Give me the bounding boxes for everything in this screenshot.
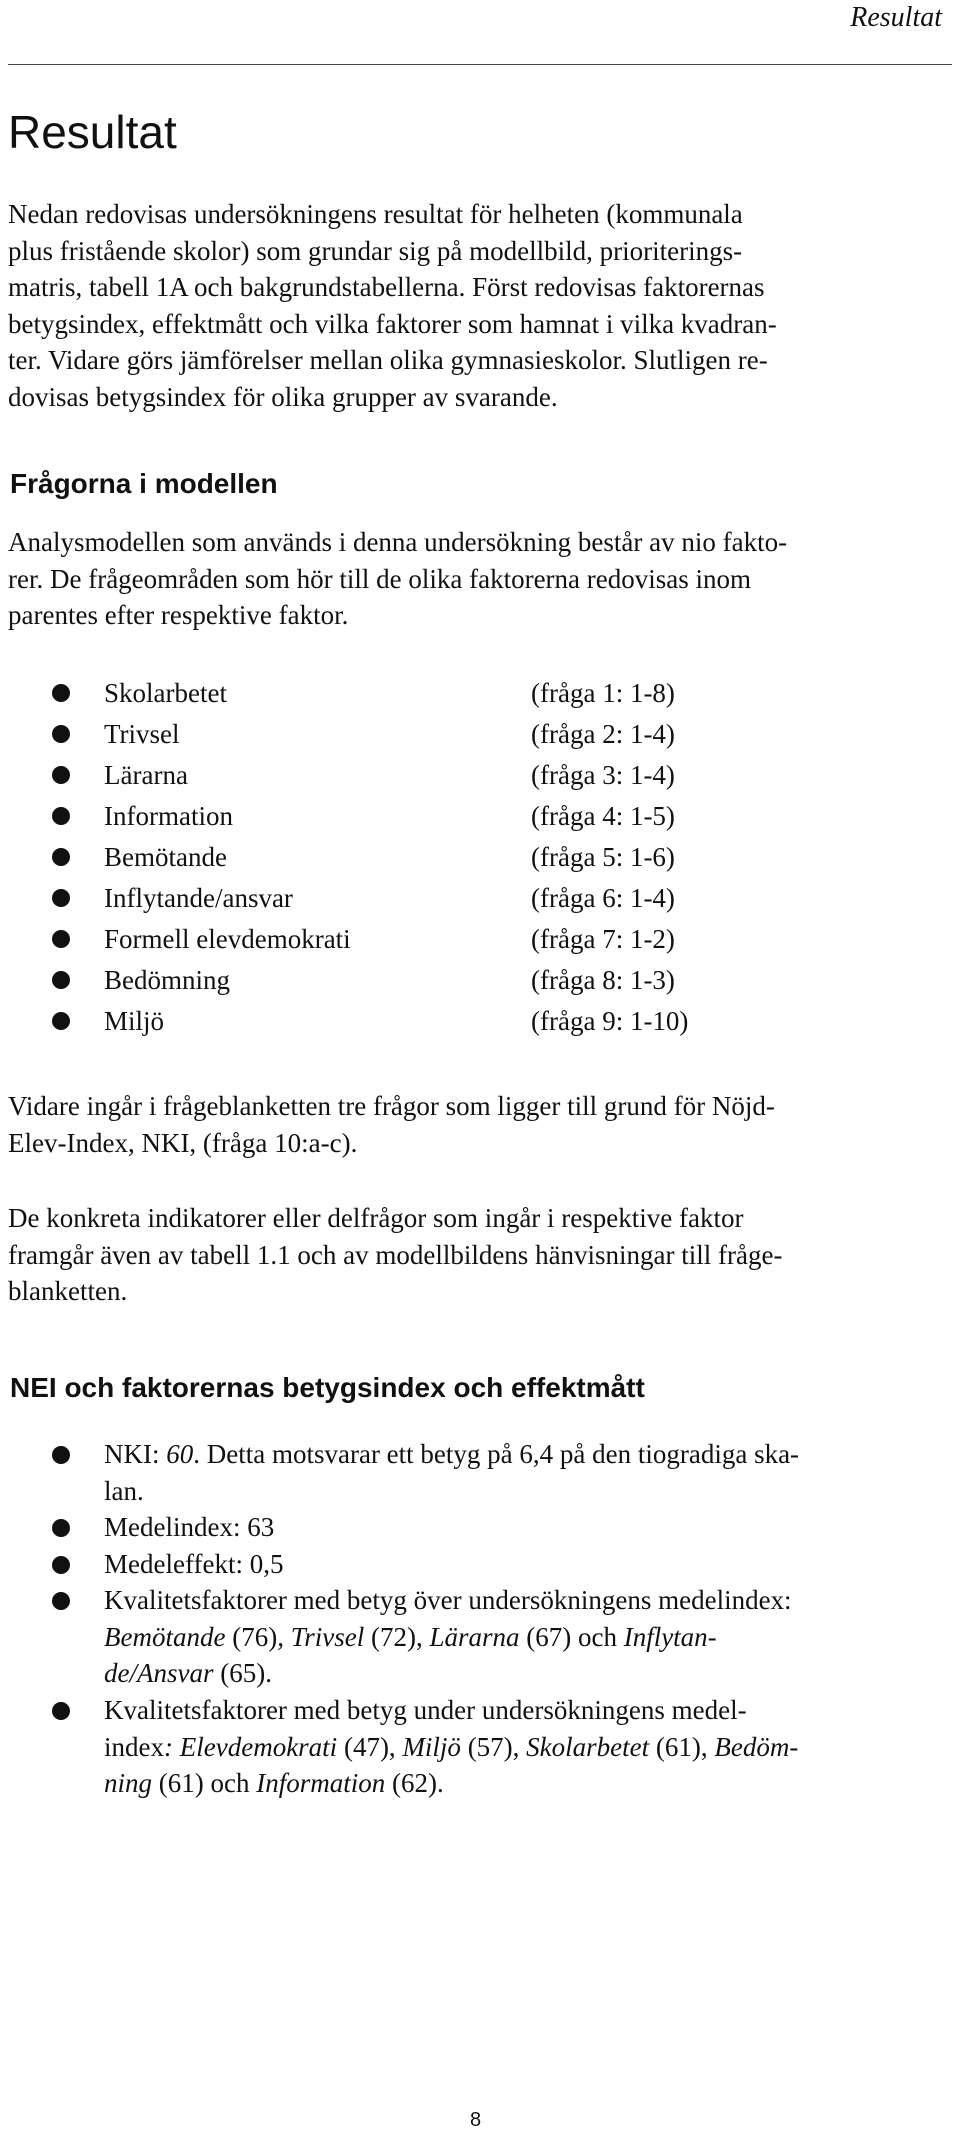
- section-heading-nei: NEI och faktorernas betygsindex och effektmått: [10, 1372, 645, 1403]
- factor-index: (57),: [460, 1731, 527, 1762]
- model-intro-paragraph: [8, 524, 952, 634]
- nki-label: NKI:: [104, 1439, 167, 1469]
- bullet-icon: [52, 1519, 70, 1537]
- factor-emphasis: ning: [104, 1768, 153, 1798]
- running-header: [0, 0, 960, 36]
- model-intro-line: Analysmodellen som används i denna undersökning består av nio fakto-: [8, 527, 788, 557]
- bullet-icon: [52, 1446, 70, 1464]
- bullet-icon: [52, 848, 70, 866]
- factor-name: Formell elevdemokrati: [104, 924, 351, 954]
- intro-line: dovisas betygsindex för olika grupper av svarande.: [8, 381, 558, 412]
- model-intro-line: rer. De frågeområden som hör till de olika faktorerna redovisas inom: [8, 563, 752, 594]
- below-average-text: [104, 1692, 952, 1802]
- indicators-line: framgår även av tabell 1.1 och av modellbildens hänvisningar till fråge-: [8, 1239, 783, 1270]
- bullet-icon: [52, 725, 70, 743]
- bullet-icon: [52, 1012, 70, 1030]
- factor-index: (76): [225, 1621, 278, 1652]
- factor-question-range: (fråga 8: 1-3): [531, 965, 675, 995]
- intro-line: plus fristående skolor) som grundar sig på modellbild, prioriterings-: [8, 235, 743, 266]
- above-average-intro: Kvalitetsfaktorer med betyg över undersökningens medelindex:: [104, 1585, 792, 1615]
- factor-name: Inflytande/ansvar: [104, 883, 293, 913]
- factor-question-range: (fråga 3: 1-4): [531, 760, 675, 790]
- factor-index: (65).: [213, 1658, 272, 1688]
- nki-paragraph: [8, 1088, 952, 1161]
- intro-line: ter. Vidare görs jämförelser mellan olika gymnasieskolor. Slutligen re-: [8, 345, 768, 375]
- factor-index: (62).: [385, 1768, 444, 1798]
- bullet-icon: [52, 1592, 70, 1610]
- model-intro-line: parentes efter respektive faktor.: [8, 600, 349, 630]
- bullet-icon: [52, 930, 70, 948]
- factor-index: (61) och: [152, 1768, 257, 1798]
- bullet-icon: [52, 684, 70, 702]
- factor-index: (72),: [364, 1621, 430, 1652]
- intro-line: betygsindex, effektmått och vilka faktorer som hamnat i vilka kvadran-: [8, 308, 777, 339]
- factor-emphasis: Miljö: [402, 1731, 461, 1762]
- factor-question-range: (fråga 1: 1-8): [531, 678, 675, 708]
- nki-line: Vidare ingår i frågeblanketten tre frågor som ligger till grund för Nöjd-: [8, 1091, 775, 1121]
- bullet-icon: [52, 807, 70, 825]
- nki-line: Elev-Index, NKI, (fråga 10:a-c).: [8, 1127, 358, 1158]
- nki-description: . Detta motsvarar ett betyg på 6,4 på den tiogradiga ska-: [193, 1439, 800, 1469]
- factor-question-range: (fråga 9: 1-10): [531, 1006, 689, 1036]
- factor-question-range: (fråga 5: 1-6): [531, 842, 675, 872]
- nki-text: [104, 1436, 952, 1509]
- bullet-icon: [52, 766, 70, 784]
- factor-name: Skolarbetet: [104, 678, 227, 708]
- bullet-icon: [52, 1556, 70, 1574]
- medelindex-text: Medelindex: 63: [104, 1512, 275, 1542]
- factor-emphasis: Trivsel: [290, 1621, 365, 1652]
- intro-line: Nedan redovisas undersökningens resultat för helheten (kommunala: [8, 199, 743, 229]
- indicators-line: De konkreta indikatorer eller delfrågor som ingår i respektive faktor: [8, 1203, 744, 1233]
- factor-emphasis: Inflytan-: [623, 1621, 717, 1652]
- page-title: Resultat: [8, 106, 177, 158]
- section-heading-model: Frågorna i modellen: [10, 468, 278, 499]
- separator: ,: [277, 1621, 291, 1652]
- nki-value: 60: [166, 1439, 194, 1469]
- running-header-title: Resultat: [850, 2, 942, 33]
- page-number: 8: [470, 2109, 482, 2131]
- separator: :: [164, 1731, 180, 1762]
- header-rule: [8, 64, 952, 65]
- factor-emphasis: Skolarbetet: [526, 1731, 650, 1762]
- above-average-text: [104, 1582, 952, 1692]
- factor-emphasis: Bedöm-: [714, 1731, 799, 1762]
- bullet-icon: [52, 889, 70, 907]
- factor-emphasis: Elevdemokrati: [179, 1731, 338, 1762]
- bullet-icon: [52, 1702, 70, 1720]
- indicators-line: blanketten.: [8, 1276, 128, 1306]
- factor-question-range: (fråga 7: 1-2): [531, 924, 675, 954]
- factor-name: Bedömning: [104, 965, 230, 995]
- factor-index: (67) och: [519, 1621, 624, 1652]
- factor-question-range: (fråga 6: 1-4): [531, 883, 675, 913]
- nki-description-continued: lan.: [104, 1475, 144, 1506]
- factor-name: Miljö: [104, 1006, 165, 1036]
- factor-name: Lärarna: [104, 760, 188, 790]
- indicators-paragraph: [8, 1200, 952, 1310]
- factor-name: Bemötande: [104, 842, 227, 872]
- factor-emphasis: Lärarna: [429, 1621, 520, 1652]
- bullet-icon: [52, 971, 70, 989]
- factor-emphasis: Information: [256, 1768, 386, 1798]
- medeleffekt-text: Medeleffekt: 0,5: [104, 1549, 284, 1579]
- below-average-intro: Kvalitetsfaktorer med betyg under undersökningens medel-: [104, 1695, 747, 1725]
- factor-index: (47),: [337, 1731, 403, 1762]
- factor-index: (61),: [649, 1731, 715, 1762]
- below-average-intro-end: index: [104, 1731, 164, 1762]
- factor-emphasis: de/Ansvar: [104, 1658, 214, 1688]
- intro-paragraph: [8, 196, 952, 415]
- factor-emphasis: Bemötande: [104, 1621, 226, 1652]
- factor-question-range: (fråga 2: 1-4): [531, 719, 675, 749]
- intro-line: matris, tabell 1A och bakgrundstabellerna. Först redovisas faktorernas: [8, 272, 765, 302]
- factor-name: Information: [104, 801, 233, 831]
- factor-name: Trivsel: [104, 719, 180, 749]
- factor-question-range: (fråga 4: 1-5): [531, 801, 675, 831]
